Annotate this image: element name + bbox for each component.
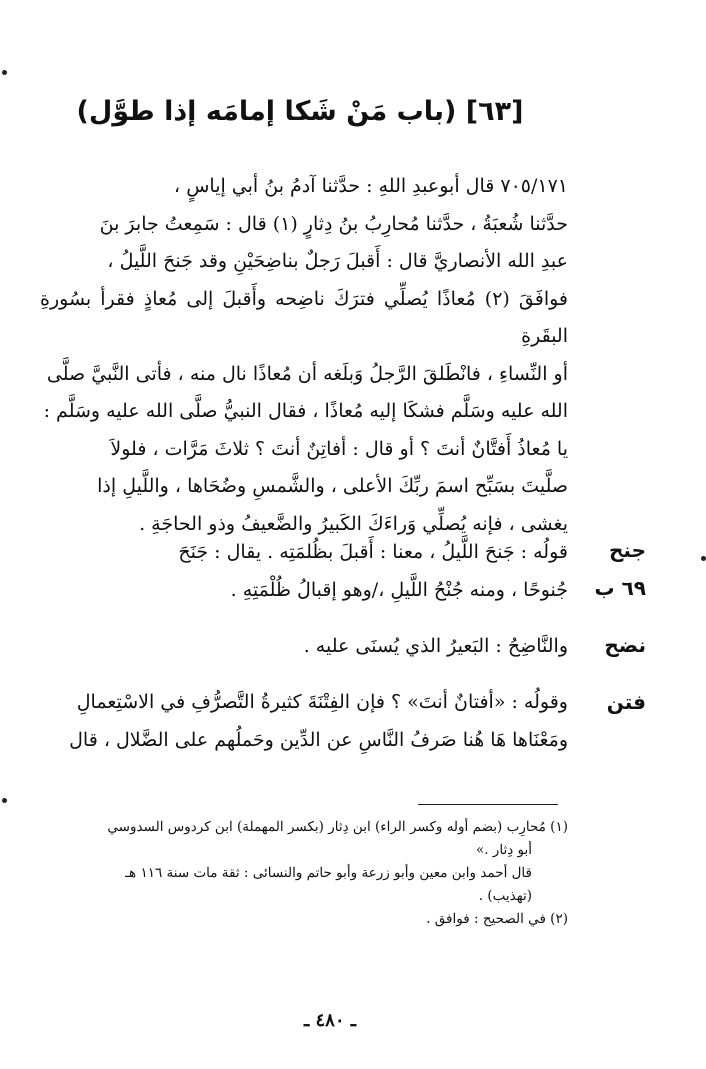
footnote-1-continuation: (تهذيب) .	[478, 888, 532, 904]
comment-line: وقولُه : «أفتانٌ أنتَ» ؟ فإن الفِتْنَةَ كثيرةُ التَّصرُّفِ في الاسْتِعمالِ	[76, 691, 568, 713]
hadith-line: فوافَقَ (٢) مُعاذًا يُصلِّي فترَكَ ناضِحه وأَقبلَ إلى مُعاذٍ فقرأ بسُورةِ البقَرةِ	[40, 287, 569, 347]
comment-fatana	[40, 684, 568, 759]
hadith-line: ٧٠٥/١٧١ قال أبوعبدِ اللهِ : حدَّثنا آدمُ بنُ أبي إياسٍ ،	[174, 175, 568, 197]
comment-line: ومَعْنَاها هَا هُنا صَرفُ النَّاسِ عن الدِّين وحَملُهم على الضَّلال ، قال	[69, 728, 568, 751]
footnote-separator	[418, 804, 558, 805]
left-edge-mark	[2, 70, 7, 75]
margin-label-fatana: فتن	[606, 690, 646, 714]
footnote-1-continuation: قال أحمد وابن معين وأبو زرعة وأبو حاتم والنسائى : ثقة مات سنة ١١٦ هـ	[125, 865, 532, 881]
comment-line: جُنوحًا ، ومنه جُنْحُ اللَّيلِ ،/وهو إقبالُ ظُلْمَتِهِ .	[230, 578, 568, 601]
hadith-line: الله عليه وسَلَّم فشكَا إليه مُعاذًا ، فقال النبيُّ صلَّى الله عليه وسَلَّم :	[43, 400, 568, 422]
hadith-text	[40, 168, 568, 543]
margin-label-janaha: جنح	[609, 538, 646, 562]
hadith-line: يغشى ، فإنه يُصلِّي وَراءَكَ الكَبيرُ والضَّعيفُ وذو الحاجَةِ .	[139, 512, 568, 535]
footnote-2: (٢) في الصحيح : فوافق .	[426, 911, 568, 927]
comment-janaha	[40, 534, 568, 609]
margin-label-nadaha: نضح	[604, 633, 646, 657]
margin-label-folio: ٦٩ ب	[594, 576, 646, 600]
comment-line: قولُه : جَنحَ اللَّيلُ ، معنا : أَقبلَ بظُلمَتِه . يقال : جَنَحَ	[178, 541, 568, 563]
page-number: ـ ٤٨٠ ـ	[303, 1010, 357, 1031]
comment-line: والنَّاضِحُ : البَعيرُ الذي يُسنَى عليه .	[303, 635, 568, 657]
chapter-title: [٦٣] (باب مَنْ شَكا إمامَه إذا طوَّل)	[76, 96, 524, 127]
hadith-line: حدَّثنا شُعبَةُ ، حدَّثنا مُحارِبُ بنُ دِثارٍ (١) قال : سَمِعتُ جابرَ بنَ	[99, 212, 568, 235]
footnotes	[40, 816, 568, 931]
footnote-1-continuation: أبو دِثار .»	[475, 842, 532, 858]
left-edge-mark-lower	[2, 798, 7, 803]
right-edge-mark	[701, 556, 706, 561]
hadith-line: يا مُعاذُ أَفتَّانٌ أنتَ ؟ أو قال : أفاتِنٌ أنتَ ؟ ثلاثَ مَرَّات ، فلولاَ	[110, 437, 568, 460]
hadith-line: عبدِ الله الأنصاريَّ قال : أَقبلَ رَجلٌ بناضِحَيْنِ وقد جَنحَ اللَّيلُ ،	[107, 250, 568, 272]
hadith-line: أو النِّساءِ ، فانْطَلقَ الرَّجلُ وَبلَغه أن مُعاذًا نال منه ، فأتى النَّبيَّ صلَّى	[46, 362, 568, 385]
hadith-line: صلَّيتَ بسَبِّح اسمَ ربِّكَ الأعلى ، والشَّمسِ وضُحَاها ، واللَّيلِ إذا	[97, 475, 568, 497]
footnote-1: (١) مُحارِب (بضم أوله وكسر الراء) ابن دِثار (بكسر المهملة) ابن كردوس السدوسي	[107, 819, 568, 835]
comment-nadaha	[40, 628, 568, 666]
